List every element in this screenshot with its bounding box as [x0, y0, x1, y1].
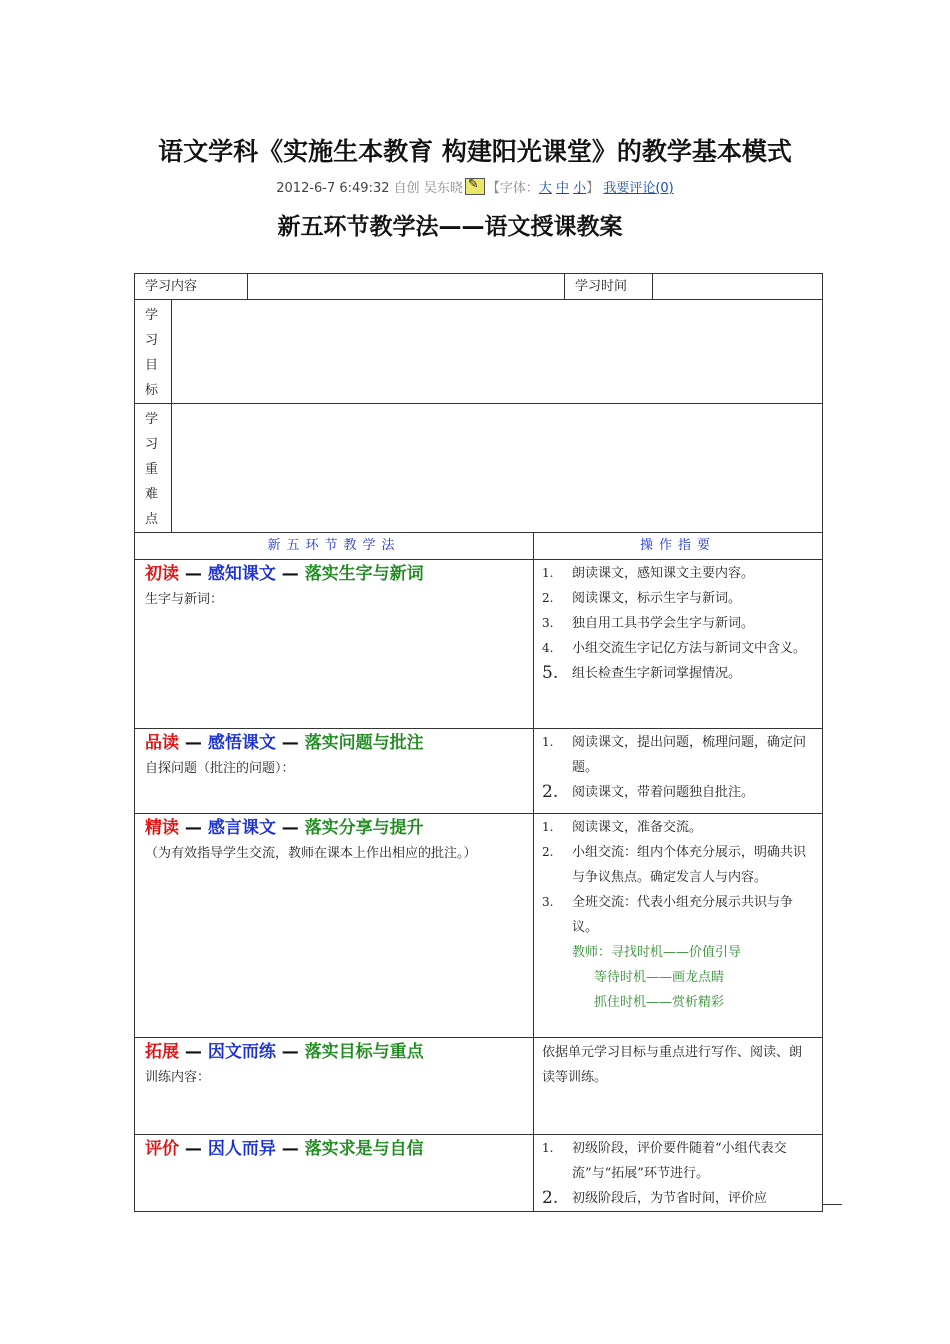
teacher-notes: [542, 940, 814, 1015]
step-cell: [135, 1135, 534, 1212]
step-goal: 落实问题与批注: [304, 733, 424, 753]
publish-datetime: 2012-6-7 6:49:32: [276, 181, 390, 196]
time-label: 学习时间: [565, 274, 653, 300]
list-item: [542, 636, 814, 661]
key-label-char: 难: [145, 487, 159, 502]
dash: —: [281, 564, 299, 584]
dash: —: [184, 1042, 202, 1062]
list-item: [542, 730, 814, 780]
list-item: [542, 780, 814, 805]
item-number: 4.: [542, 641, 554, 655]
key-label-char: 学: [145, 412, 159, 427]
step-focus: 因人而异: [207, 1139, 276, 1159]
font-size-suffix: 】: [586, 181, 600, 196]
table-row: [135, 533, 823, 560]
guide-cell: [534, 1038, 823, 1135]
guide-cell: [534, 560, 823, 729]
font-size-small-link[interactable]: 小: [573, 181, 587, 196]
table-row: [135, 1135, 823, 1212]
dash: —: [184, 733, 202, 753]
method-column-header: 新五环节教学法: [135, 533, 534, 560]
step-focus: 感言课文: [207, 818, 276, 838]
step-description: （为有效指导学生交流，教师在课本上作出相应的批注。）: [145, 846, 477, 861]
lesson-plan-table: [134, 273, 823, 1212]
step-description: 自探问题（批注的问题）：: [145, 761, 295, 776]
comment-link[interactable]: 我要评论(0): [603, 181, 674, 196]
author-name: 吴东晓: [423, 181, 463, 196]
source-label: 自创: [393, 181, 420, 196]
item-text: 阅读课文，带着问题独自批注。: [572, 785, 755, 800]
table-edge-line: [822, 1204, 842, 1205]
item-number: 2.: [542, 845, 554, 859]
teacher-note: 教师：寻找时机——价值引导: [572, 945, 742, 960]
teacher-note: 抓住时机——赏析精彩: [594, 995, 725, 1010]
font-size-prefix: 【字体：: [486, 181, 539, 196]
key-label-char: 重: [145, 462, 159, 477]
table-row: [135, 814, 823, 1038]
dash: —: [184, 1139, 202, 1159]
step-name: 初读: [145, 564, 179, 584]
key-label-char: 点: [145, 512, 159, 527]
guide-text: 依据单元学习目标与重点进行写作、阅读、朗读等训练。: [542, 1045, 803, 1085]
step-name: 拓展: [145, 1042, 179, 1062]
item-text: 朗读课文，感知课文主要内容。: [572, 566, 755, 581]
goal-field[interactable]: [172, 300, 823, 404]
step-focus: 因文而练: [207, 1042, 276, 1062]
key-points-field[interactable]: [172, 404, 823, 533]
table-row: [135, 300, 823, 404]
dash: —: [184, 564, 202, 584]
list-item: [542, 586, 814, 611]
dash: —: [281, 818, 299, 838]
list-item: [542, 561, 814, 586]
guide-cell: [534, 729, 823, 814]
step-cell: [135, 1038, 534, 1135]
dash: —: [281, 1139, 299, 1159]
step-title: [145, 1039, 525, 1065]
item-text: 全班交流：代表小组充分展示共识与争议。: [572, 895, 794, 935]
item-text: 小组交流：组内个体充分展示，明确共识与争议焦点。确定发言人与内容。: [572, 845, 807, 885]
edit-icon[interactable]: [465, 178, 485, 195]
step-cell: [135, 729, 534, 814]
item-text: 小组交流生字记亿方法与新词文中含义。: [572, 641, 807, 656]
step-name: 精读: [145, 818, 179, 838]
guide-cell: [534, 814, 823, 1038]
key-points-label: [135, 404, 172, 533]
dash: —: [281, 1042, 299, 1062]
step-name: 评价: [145, 1139, 179, 1159]
goal-label-char: 习: [145, 333, 159, 348]
list-item: [542, 1136, 814, 1186]
item-number: 2.: [542, 1188, 559, 1208]
step-focus: 感知课文: [207, 564, 276, 584]
step-cell: [135, 814, 534, 1038]
step-goal: 落实求是与自信: [304, 1139, 424, 1159]
goal-label-char: 学: [145, 308, 159, 323]
page-title: 语文学科《实施生本教育 构建阳光课堂》的教学基本模式: [158, 137, 792, 166]
document-subtitle: 新五环节教学法——语文授课教案: [277, 214, 623, 240]
step-title: [145, 1136, 525, 1162]
content-label: 学习内容: [135, 274, 248, 300]
dash: —: [281, 733, 299, 753]
list-item: [542, 661, 814, 686]
step-title: [145, 730, 525, 756]
table-row: [135, 404, 823, 533]
item-number: 1.: [542, 735, 554, 749]
article-meta: [0, 177, 950, 196]
step-title: [145, 561, 525, 587]
list-item: [542, 611, 814, 636]
item-number: 3.: [542, 895, 554, 909]
list-item: [542, 815, 814, 840]
step-focus: 感悟课文: [207, 733, 276, 753]
time-field[interactable]: [653, 274, 823, 300]
step-goal: 落实目标与重点: [304, 1042, 424, 1062]
item-number: 1.: [542, 566, 554, 580]
key-label-char: 习: [145, 437, 159, 452]
item-text: 初级阶段后，为节省时间，评价应: [572, 1191, 768, 1206]
item-text: 阅读课文，提出问题，梳理问题，确定问题。: [572, 735, 807, 775]
step-goal: 落实生字与新词: [304, 564, 424, 584]
list-item: [542, 1186, 814, 1211]
step-title: [145, 815, 525, 841]
table-row: [135, 729, 823, 814]
item-text: 组长检查生字新词掌握情况。: [572, 666, 742, 681]
step-name: 品读: [145, 733, 179, 753]
content-field[interactable]: [248, 274, 565, 300]
guide-cell: [534, 1135, 823, 1212]
step-cell: [135, 560, 534, 729]
item-number: 2.: [542, 782, 559, 802]
item-number: 1.: [542, 820, 554, 834]
goal-label-char: 目: [145, 358, 159, 373]
item-text: 初级阶段，评价要件随着“小组代表交流”与“拓展”环节进行。: [572, 1141, 787, 1181]
goal-label: [135, 300, 172, 404]
table-row: [135, 560, 823, 729]
step-description: 生字与新词：: [145, 592, 224, 607]
item-number: 3.: [542, 616, 554, 630]
item-number: 2.: [542, 591, 554, 605]
goal-label-char: 标: [145, 383, 159, 398]
item-text: 阅读课文，准备交流。: [572, 820, 703, 835]
item-text: 阅读课文，标示生字与新词。: [572, 591, 742, 606]
item-text: 独自用工具书学会生字与新词。: [572, 616, 755, 631]
font-size-large-link[interactable]: 大: [538, 181, 552, 196]
font-size-medium-link[interactable]: 中: [556, 181, 570, 196]
step-description: 训练内容：: [145, 1070, 211, 1085]
list-item: [542, 890, 814, 940]
step-goal: 落实分享与提升: [304, 818, 424, 838]
dash: —: [184, 818, 202, 838]
item-number: 1.: [542, 1141, 554, 1155]
guide-column-header: 操作指要: [534, 533, 823, 560]
table-row: [135, 1038, 823, 1135]
item-number: 5.: [542, 663, 559, 683]
table-row: [135, 274, 823, 300]
teacher-note: 等待时机——画龙点睛: [594, 970, 725, 985]
list-item: [542, 840, 814, 890]
